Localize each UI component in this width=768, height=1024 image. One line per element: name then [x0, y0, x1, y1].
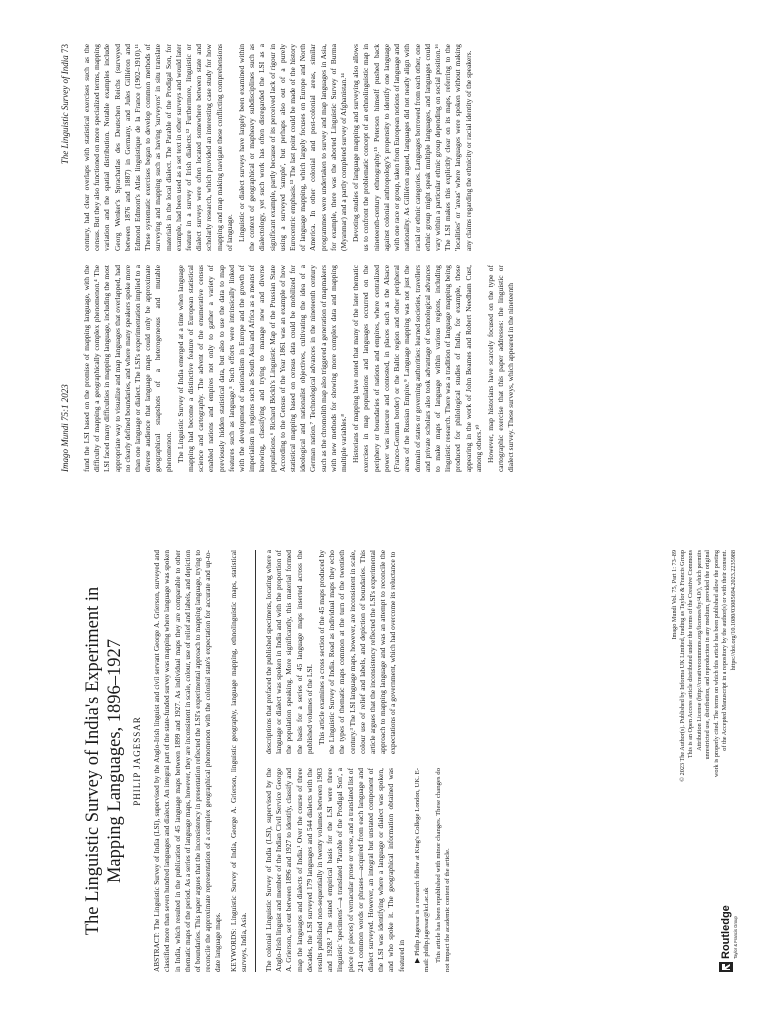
body-column-1 — [82, 265, 517, 472]
republication-note: This article has been republished with minor changes. These changes do not impact the academic content of the article. — [434, 768, 451, 972]
body-columns — [264, 550, 455, 972]
paragraph: Historians of mapping have noted that many of the later thematic exercises in map populations and languages occurred on the periphery or boundaries of nations and empires, where centralized power was insecure and contested, in places such as the Alsace (Franco-German border) or the Baltic region and other peripheral areas of the Russian Empire.⁹ Language mapping was not just the domain of states or governing authorities: learned societies, travellers and private scholars also took advantage of technological advances to make maps of language within various regions, including linguistic research. There was a tradition of language mapping being produced for philological studies of India, for example, those appearing in the work of John Beames and Robert Needham Cust, among others.¹⁰ — [351, 265, 483, 472]
title-running-head: The Linguistic Survey of India — [60, 55, 70, 165]
abstract: ABSTRACT: The Linguistic Survey of India (LSI), supervised by the Anglo-Irish linguist and civil servant George A. Grierson, surveyed and classified more than seven hundred languages and dialects. An integral part of the state-funded survey was mapping where language was spoken in India, which resulted in the publication of 45 language maps between 1899 and 1927. As individual maps they are comparable to other thematic maps of the period. As a series of language maps, however, they are inconsistent in scale, colour, use of relief and labels, and depiction of boundaries. This paper argues that the inconsistency in presentation reflected the LSI's experimental approach to mapping language, trying to reconcile the approximate representation of a complex geographical phenomenon with the colonial state's expectation for accurate and up-to-date language maps. — [152, 550, 222, 972]
paragraph: fund the LSI based on the promise of mapping language, with the difficulty of mapping a geographically complex phenomenon.⁴ The LSI faced many difficulties in mapping language, including the most appropriate way to visualize and map languages that overlapped, had no clearly defined boundaries, and where many speakers spoke more than one language or dialect. The LSI's experimentation implied to a diverse audience that language maps could only be approximate geographical snapshots of a heterogeneous and mutable phenomenon. — [82, 265, 173, 472]
logo-name: Routledge — [720, 905, 732, 959]
routledge-mark-icon — [719, 962, 733, 972]
citation-block — [671, 550, 738, 904]
paragraph: This article examines a cross section of the 45 maps produced by the Linguistic Survey of India. Read as individual maps they echo the types of thematic maps common at the turn of the twentieth century.³ The LSI language maps, however, are inconsistent in scale, colour use of relief and labels, and depiction of boundaries. This article argues that the inconsistency reflected the LSI's experimental approach to mapping language and was an attempt to reconcile the expectations of a government, which had overcome its reluctance to — [316, 550, 398, 754]
paragraph: Devoting studies of language mapping and surveying also allows us to confront the problematic concept of an ethnolinguistic map in nineteenth-century ethnography.¹⁵ Peterson himself pushed back against colonial anthropology's propensity to identify one language with one race or group, taken from European notions of language and nationality. As Gilliéron argued, languages did not neatly align with racial or ethnic categories. Languages borrowed from each other, one ethnic group might speak multiple languages, and languages could vary within a particular ethnic group depending on social position.¹⁶ The LSI makes this explicitly clear on its maps, referring to the 'localities' or 'areas' where languages were spoken without making any claims regarding the ethnicity or racial identity of the speakers. — [351, 44, 473, 251]
citation-line: work is properly cited. The terms on which this article has been published allow the posting — [712, 550, 720, 778]
running-head — [60, 44, 74, 472]
paragraph: The Linguistic Survey of India emerged at a time when language mapping had become a distinctive feature of European statistical science and cartography. The advent of the enumerative census enabled nations and empires not only to gather a variety of previously hidden statistical data, but also to use the data to map features such as language.⁵ Such efforts were intrinsically linked with the development of nationalism in Europe and the growth of imperialism in regions such as South Asia and Africa as a means of knowing, classifying and trying to manage new and diverse populations.⁶ Richard Böckh's Linguistic Map of the Prussian State According to the Census of the Year 1861 was an example of how statistical mapping based on census data could be mobilized for ideological and nationalist objectives, cultivating the idea of a German nation.⁷ Technological advances in the nineteenth century such as the chromolith map also triggered a generation of mapmakers with new methods for showing more complex data and mapping multiple variables.⁸ — [175, 265, 349, 472]
paragraph: However, map historians have scarcely focused on the type of cartographic exercise that this paper addresses: the linguistic or dialect survey. These surveys, which appeared in the nineteenth — [485, 265, 516, 472]
citation-line: Imago Mundi Vol. 75, Part 1: 73–89 — [670, 550, 678, 640]
article-title: The Linguistic Survey of India's Experiment in Mapping Languages, 1896–1927 — [83, 586, 126, 936]
author-footnote: ▶ Philip Jagessar is a research fellow at King's College London, UK. E-mail: philip.jagessar@kcl.ac.uk — [413, 768, 430, 972]
citation-line: © 2023 The Author(s). Published by Informa UK Limited, trading as Taylor & Francis Group — [679, 550, 687, 782]
doi-link[interactable]: https://doi.org/10.1080/03085694.2023.2235988 — [729, 550, 737, 671]
body-column-2 — [82, 44, 517, 251]
first-page — [0, 512, 768, 1024]
paragraph: descriptions that prefaced the published specimens, locating where a language or dialect was spoken in India and with the proportion of the population speaking. More significantly, this material formed the basis for a series of 45 language maps inserted across the published volumes of the LSI. — [263, 550, 314, 754]
journal-running-head: Imago Mundi 75:1 2023 — [60, 384, 70, 472]
running-head — [60, 550, 74, 972]
page-number: 73 — [60, 44, 70, 53]
citation-line: This is an Open Access article distributed under the terms of the Creative Commons — [687, 550, 695, 759]
publisher-block — [671, 550, 738, 972]
citation-line: unrestricted use, distribution, and reproduction in any medium, provided the original — [704, 550, 712, 760]
logo-subtitle: Taylor & Francis Group — [733, 916, 738, 959]
citation-line: of the Accepted Manuscript in a repository by the author(s) or with their consent. — [721, 550, 729, 751]
keywords: KEYWORDS: Linguistic Survey of India, George A. Grierson, linguistic geography, language mapping, ethnolinguistic maps, statistical surveys, India, Asia. — [228, 550, 248, 972]
divider — [255, 550, 256, 972]
body-column-2 — [264, 550, 455, 754]
citation-line: Attribution License (http://creativecommons.org/licenses/by/4.0/), which permits — [695, 550, 703, 751]
paragraph: The colonial Linguistic Survey of India (LSI), supervised by the Anglo-Irish linguist and member of the Indian Civil Service George A. Grierson, set out between 1896 and 1927 to identify, classify and map the languages and dialects of India.¹ Over the course of three decades, the LSI surveyed 179 languages and 544 dialects with the results published non-sequentially in twenty volumes between 1903 and 1928.² The stated empirical basis for the LSI were three linguistic 'specimens'—a translated 'Parable of the Prodigal Son', a piece (or pieces) of vernacular prose or verse, and a translated list of 241 common words or phrases—acquired from each language and dialect surveyed. However, an integral but unstated component of the LSI was identifying where a language or dialect was spoken, and who spoke it. The geographical information obtained was featured in — [263, 768, 406, 972]
paragraph: Linguistic or dialect surveys have largely been examined within the context of geographical or mapheavy subdisciplines such as dialectology, yet such work has often disregarded the LSI as a significant example, partly because of its perceived lack of rigour in using a surveyed 'sample', but perhaps also out of a purely Eurocentric emphasis.¹³ The last point could be made of the history of language mapping, which largely focuses on Europe and North America. In other colonial and post-colonial areas, similar programmes were undertaken to survey and map languages in Asia, for example, there was the aborted Linguistic Survey of Burma (Myanmar) and a partly completed survey of Afghanistan.¹⁴ — [237, 44, 349, 251]
footnotes — [413, 768, 452, 972]
author-name: PHILIP JAGESSAR — [132, 716, 143, 806]
body-column-1 — [264, 768, 455, 972]
paragraph: century, had clear overlaps with statistical exercises such as the census. But they also functioned on more specialized terms, mapping variation and the spatial distribution. Notable examples include Georg Wenker's Sprachatlas des Deutschen Reichs (surveyed between 1876 and 1887) in Germany, and Jules Gilliéron and Edmond Edmont's Atlas linguistique de la France (1902–1910).¹¹ These systematic exercises began to develop common methods of surveying and mapping such as having 'surveyors' in situ translate materials in the local dialect. The Parable of the Prodigal Son, for example, had been used as a set text in other surveys and would later feature in a survey of Irish dialects.¹² Furthermore, linguistic or dialect surveys were often located somewhere between state and scholarly research, which provided an interesting case study for how mapping and map making navigate these conflicting comprehensions of language. — [82, 44, 234, 251]
body-columns — [82, 44, 517, 472]
publisher-logo — [719, 905, 738, 972]
